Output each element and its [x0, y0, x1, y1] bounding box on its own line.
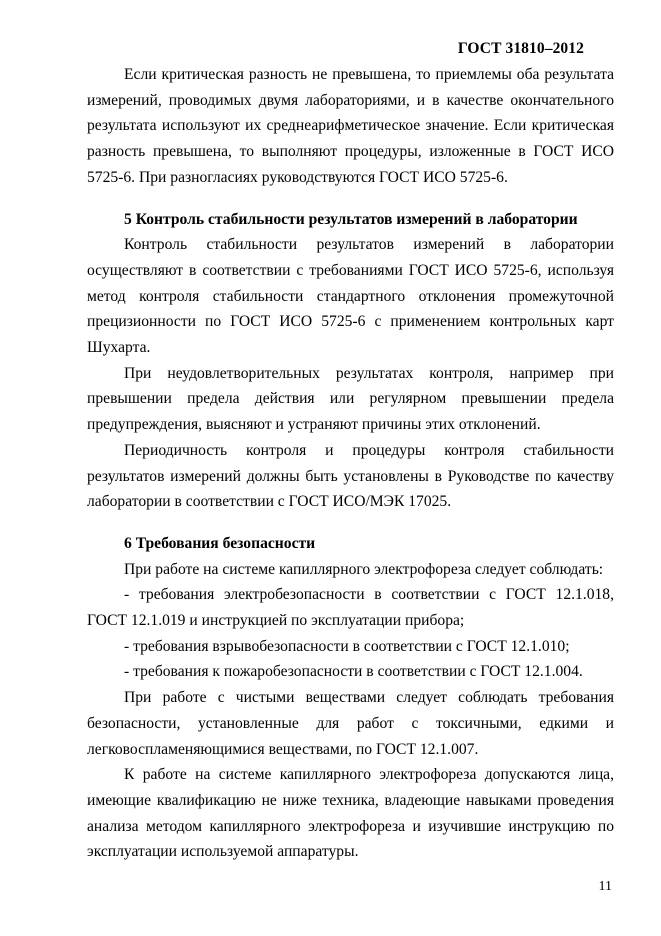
- section-5-paragraph: При неудовлетворительных результатах контроля, например при превышении предела действия или регулярном превышении предела предупреждения, выясняют и устраняют причины этих отклонений.: [87, 364, 614, 434]
- section-5-paragraph: Периодичность контроля и процедуры контроля стабильности результатов измерений должны быть установлены в Руководстве по качеству лаборатории в соответствии с ГОСТ ИСО/МЭК 17025.: [87, 441, 614, 511]
- section-6-paragraph: К работе на системе капиллярного электрофореза допускаются лица, имеющие квалификацию не ниже техника, владеющие навыками проведения анализа методом капиллярного электрофореза и изучившие инструкцию по эксплуатации используемой аппаратуры.: [87, 766, 614, 861]
- section-6-paragraph: При работе на системе капиллярного электрофореза следует соблюдать:: [124, 560, 604, 578]
- section-6-heading: 6 Требования безопасности: [124, 534, 316, 552]
- section-6-paragraph: При работе с чистыми веществами следует соблюдать требования безопасности, установленные для работ с токсичными, едкими и легковоспламеняющимися веществами, по ГОСТ 12.1.007.: [87, 689, 614, 758]
- intro-paragraph: Если критическая разность не превышена, то приемлемы оба результата измерений, проводимых двумя лабораториями, и в качестве окончательного результата используют их среднеарифметическое значение. Если критическая разность превышена, то выполняют процедуры, изложенные в ГОСТ ИСО 5725-6. При разногласиях руководствуются ГОСТ ИСО 5725-6.: [87, 66, 614, 186]
- spacer: [87, 191, 614, 207]
- section-5-paragraph: Контроль стабильности результатов измерений в лаборатории осуществляют в соответствии с требованиями ГОСТ ИСО 5725-6, используя метод контроля стабильности стандартного отклонения промежуточной прецизионности по ГОСТ ИСО 5725-6 с применением контрольных карт Шухарта.: [87, 236, 614, 357]
- standard-header: ГОСТ 31810–2012: [457, 40, 584, 57]
- section-5-heading: 5 Контроль стабильности результатов измерений в лаборатории: [124, 210, 578, 228]
- section-6-list-item: - требования электробезопасности в соответствии с ГОСТ 12.1.018, ГОСТ 12.1.019 и инструкцией по эксплуатации прибора;: [87, 586, 614, 630]
- section-6-list-item: - требования к пожаробезопасности в соответствии с ГОСТ 12.1.004.: [124, 663, 583, 681]
- page-content: [87, 62, 614, 865]
- section-6-list-item: - требования взрывобезопасности в соответствии с ГОСТ 12.1.010;: [124, 637, 570, 655]
- spacer: [87, 515, 614, 531]
- page-number: 11: [598, 879, 612, 894]
